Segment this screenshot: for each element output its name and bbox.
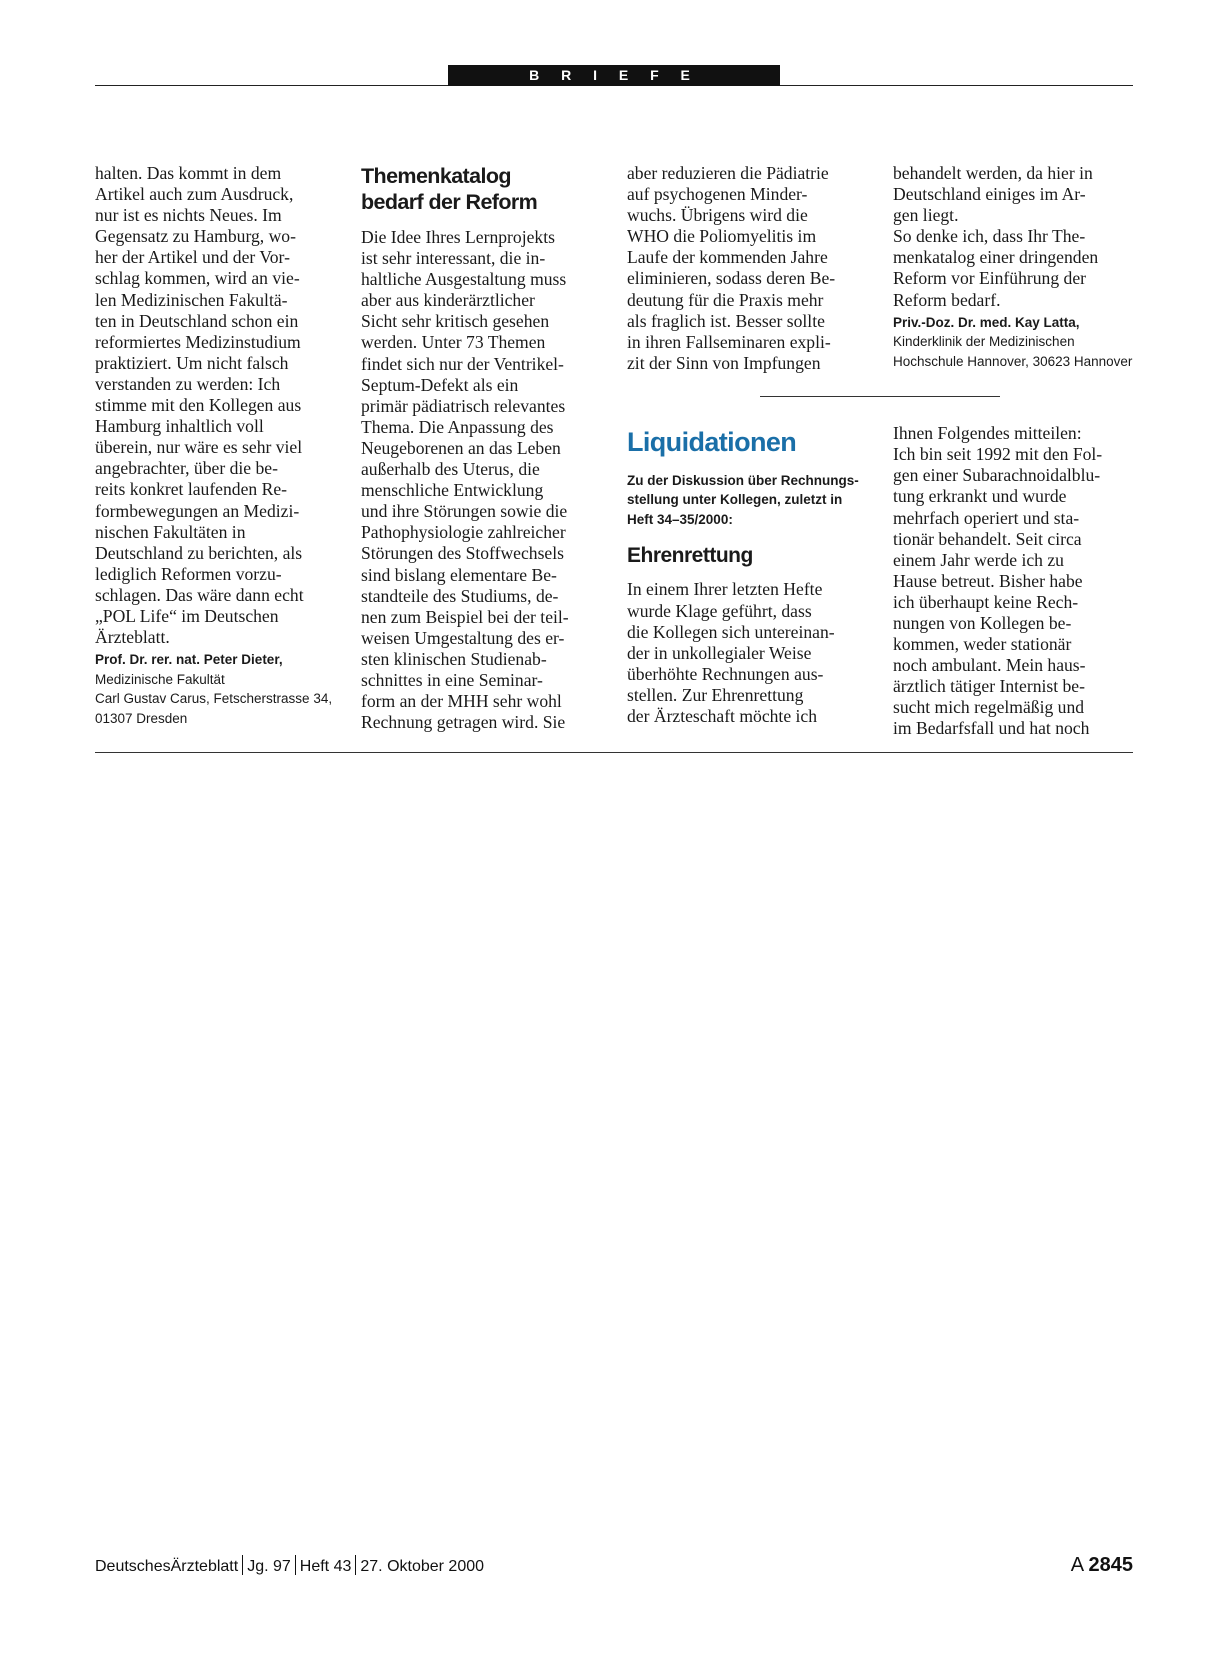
text-line: findet sich nur der Ventrikel- (361, 353, 564, 374)
text-line: Pathophysiologie zahlreicher (361, 522, 566, 543)
text-line: Ihnen Folgendes mitteilen: (893, 423, 1082, 444)
intro-line: stellung unter Kollegen, zuletzt in (627, 492, 843, 508)
issue-date: 27. Oktober 2000 (360, 1558, 485, 1575)
text-line: aber reduzieren die Pädiatrie (627, 163, 829, 183)
signature-affiliation: Carl Gustav Carus, Fetscherstrasse 34, (95, 691, 333, 707)
text-line: Ich bin seit 1992 mit den Fol- (893, 444, 1103, 465)
text-line: der Ärzteschaft möchte ich (627, 706, 818, 726)
text-line: halten. Das kommt in dem (95, 163, 282, 183)
col4-body-2 (893, 423, 1147, 739)
text-line: Artikel auch zum Ausdruck, (95, 184, 294, 205)
text-line: menschliche Entwicklung (361, 480, 544, 501)
text-line: verstanden zu werden: Ich (95, 373, 281, 394)
text-line: auf psychogenen Minder- (627, 184, 808, 205)
text-line: menkatalog einer dringenden (893, 247, 1099, 268)
section-intro (627, 471, 881, 530)
column-1 (95, 163, 349, 728)
text-line: noch ambulant. Mein haus- (893, 655, 1086, 676)
text-line: So denke ich, dass Ihr The- (893, 226, 1086, 247)
column-3 (627, 163, 881, 727)
text-line: Reform bedarf. (893, 289, 1001, 310)
text-line: mehrfach operiert und sta- (893, 507, 1080, 528)
footer-separator (242, 1555, 243, 1575)
text-line: im Bedarfsfall und hat noch (893, 718, 1090, 739)
text-line: gen einer Subarachnoidalblu- (893, 465, 1101, 486)
signature-affiliation: Hochschule Hannover, 30623 Hannover (893, 353, 1133, 369)
page-number-value: 2845 (1088, 1554, 1133, 1576)
footer-separator (295, 1555, 296, 1575)
text-line: deutung für die Praxis mehr (627, 289, 824, 310)
col1-body (95, 163, 349, 648)
bottom-rule (95, 752, 1133, 753)
text-line: len Medizinischen Fakultä- (95, 289, 288, 310)
text-line: haltliche Ausgestaltung muss (361, 269, 567, 290)
col4-body (893, 163, 1147, 311)
journal-name: DeutschesÄrzteblatt (95, 1558, 239, 1575)
section-label: B R I E F E (448, 65, 780, 86)
text-line: Neugeborenen an das Leben (361, 437, 561, 458)
text-line: sind bislang elementare Be- (361, 564, 557, 585)
text-line: ten in Deutschland schon ein (95, 310, 299, 331)
text-line: aber aus kinderärztlicher (361, 290, 535, 311)
text-line: formbewegungen an Medizi- (95, 500, 300, 521)
text-line: Sicht sehr kritisch gesehen (361, 311, 550, 332)
text-line: standteile des Studiums, de- (361, 585, 559, 606)
col3-body (627, 163, 881, 374)
text-line: werden. Unter 73 Themen (361, 332, 546, 353)
text-line: schlag kommen, wird an vie- (95, 268, 300, 289)
text-line: wuchs. Übrigens wird die (627, 205, 808, 226)
signature-affiliation: 01307 Dresden (95, 710, 188, 726)
signature-name: Priv.-Doz. Dr. med. Kay Latta, (893, 314, 1080, 330)
text-line: WHO die Poliomyelitis im (627, 226, 817, 247)
text-line: schnittes in eine Seminar- (361, 669, 543, 690)
text-line: tionär behandelt. Seit circa (893, 528, 1082, 549)
text-line: in ihren Fallseminaren expli- (627, 331, 831, 352)
text-line: ich überhaupt keine Rech- (893, 591, 1079, 612)
text-line: Gegensatz zu Hamburg, wo- (95, 226, 296, 247)
text-line: In einem Ihrer letzten Hefte (627, 579, 823, 600)
text-line: überhöhte Rechnungen aus- (627, 663, 824, 684)
text-line: weisen Umgestaltung des er- (361, 627, 565, 648)
col2-body (361, 227, 615, 733)
page-prefix: A (1070, 1554, 1083, 1576)
text-line: sucht mich regelmäßig und (893, 697, 1085, 718)
letter-heading-line: bedarf der Reform (361, 190, 538, 214)
text-line: die Kollegen sich untereinan- (627, 621, 835, 642)
text-line: der in unkollegialer Weise (627, 642, 812, 663)
text-line: stimme mit den Kollegen aus (95, 395, 302, 416)
text-line: Laufe der kommenden Jahre (627, 247, 828, 268)
text-line: „POL Life“ im Deutschen (95, 605, 279, 626)
volume: Jg. 97 (247, 1558, 291, 1575)
text-line: Septum-Defekt als ein (361, 374, 519, 395)
text-line: wurde Klage geführt, dass (627, 600, 812, 621)
text-line: Störungen des Stoffwechsels (361, 543, 564, 564)
signature-affiliation: Medizinische Fakultät (95, 671, 225, 687)
text-line: Die Idee Ihres Lernprojekts (361, 227, 555, 247)
text-line: ist sehr interessant, die in- (361, 248, 546, 269)
text-line: stellen. Zur Ehrenrettung (627, 684, 804, 705)
signature-latta (893, 313, 1147, 372)
text-line: einem Jahr werde ich zu (893, 549, 1064, 570)
section-divider (760, 396, 1000, 397)
issue: Heft 43 (299, 1558, 352, 1575)
column-2 (361, 163, 615, 733)
signature-affiliation: Kinderklinik der Medizinischen (893, 334, 1075, 350)
text-line: nur ist es nichts Neues. Im (95, 205, 282, 226)
text-line: ärztlich tätiger Internist be- (893, 676, 1085, 697)
text-line: Ärzteblatt. (95, 627, 170, 648)
letter-heading-line: Themenkatalog (361, 164, 511, 188)
letter-heading (361, 163, 615, 215)
text-line: behandelt werden, da hier in (893, 163, 1093, 183)
col3-body-2 (627, 579, 881, 727)
section-title: Liquidationen (627, 426, 797, 457)
text-line: als fraglich ist. Besser sollte (627, 310, 825, 331)
text-line: Rechnung getragen wird. Sie (361, 712, 566, 733)
text-line: nungen von Kollegen be- (893, 613, 1072, 633)
text-line: tung erkrankt und wurde (893, 486, 1067, 507)
text-line: sten klinischen Studienab- (361, 648, 547, 669)
text-line: primär pädiatrisch relevantes (361, 395, 566, 416)
signature-dieter (95, 650, 349, 728)
text-line: Reform vor Einführung der (893, 268, 1086, 289)
text-line: her der Artikel und der Vor- (95, 247, 290, 268)
column-4 (893, 163, 1147, 740)
signature-name: Prof. Dr. rer. nat. Peter Dieter, (95, 652, 283, 668)
text-line: Thema. Die Anpassung des (361, 416, 554, 437)
text-line: Hause betreut. Bisher habe (893, 570, 1083, 591)
text-line: Deutschland zu berichten, als (95, 542, 303, 563)
text-line: reits konkret laufenden Re- (95, 479, 287, 500)
text-line: praktiziert. Um nicht falsch (95, 352, 289, 373)
text-line: nischen Fakultäten in (95, 521, 246, 542)
footer (95, 1555, 484, 1579)
text-line: Hamburg inhaltlich voll (95, 416, 264, 437)
intro-line: Zu der Diskussion über Rechnungs- (627, 472, 859, 488)
text-line: eliminieren, sodass deren Be- (627, 268, 836, 289)
text-line: gen liegt. (893, 205, 959, 226)
text-line: und ihre Störungen sowie die (361, 501, 568, 522)
text-line: schlagen. Das wäre dann echt (95, 584, 304, 605)
text-line: Deutschland einiges im Ar- (893, 184, 1086, 205)
text-line: reformiertes Medizinstudium (95, 331, 301, 352)
letter-subheading: Ehrenrettung (627, 544, 753, 568)
text-line: form an der MHH sehr wohl (361, 691, 562, 712)
text-line: angebrachter, über die be- (95, 458, 278, 479)
text-line: zit der Sinn von Impfungen (627, 352, 821, 373)
text-line: lediglich Reformen vorzu- (95, 563, 282, 584)
text-line: außerhalb des Uterus, die (361, 459, 540, 480)
page-number (1071, 1551, 1133, 1579)
footer-separator (355, 1555, 356, 1575)
intro-line: Heft 34–35/2000: (627, 511, 733, 527)
text-line: nen zum Beispiel bei der teil- (361, 606, 569, 627)
text-line: kommen, weder stationär (893, 634, 1072, 655)
text-line: überein, nur wäre es sehr viel (95, 437, 303, 458)
